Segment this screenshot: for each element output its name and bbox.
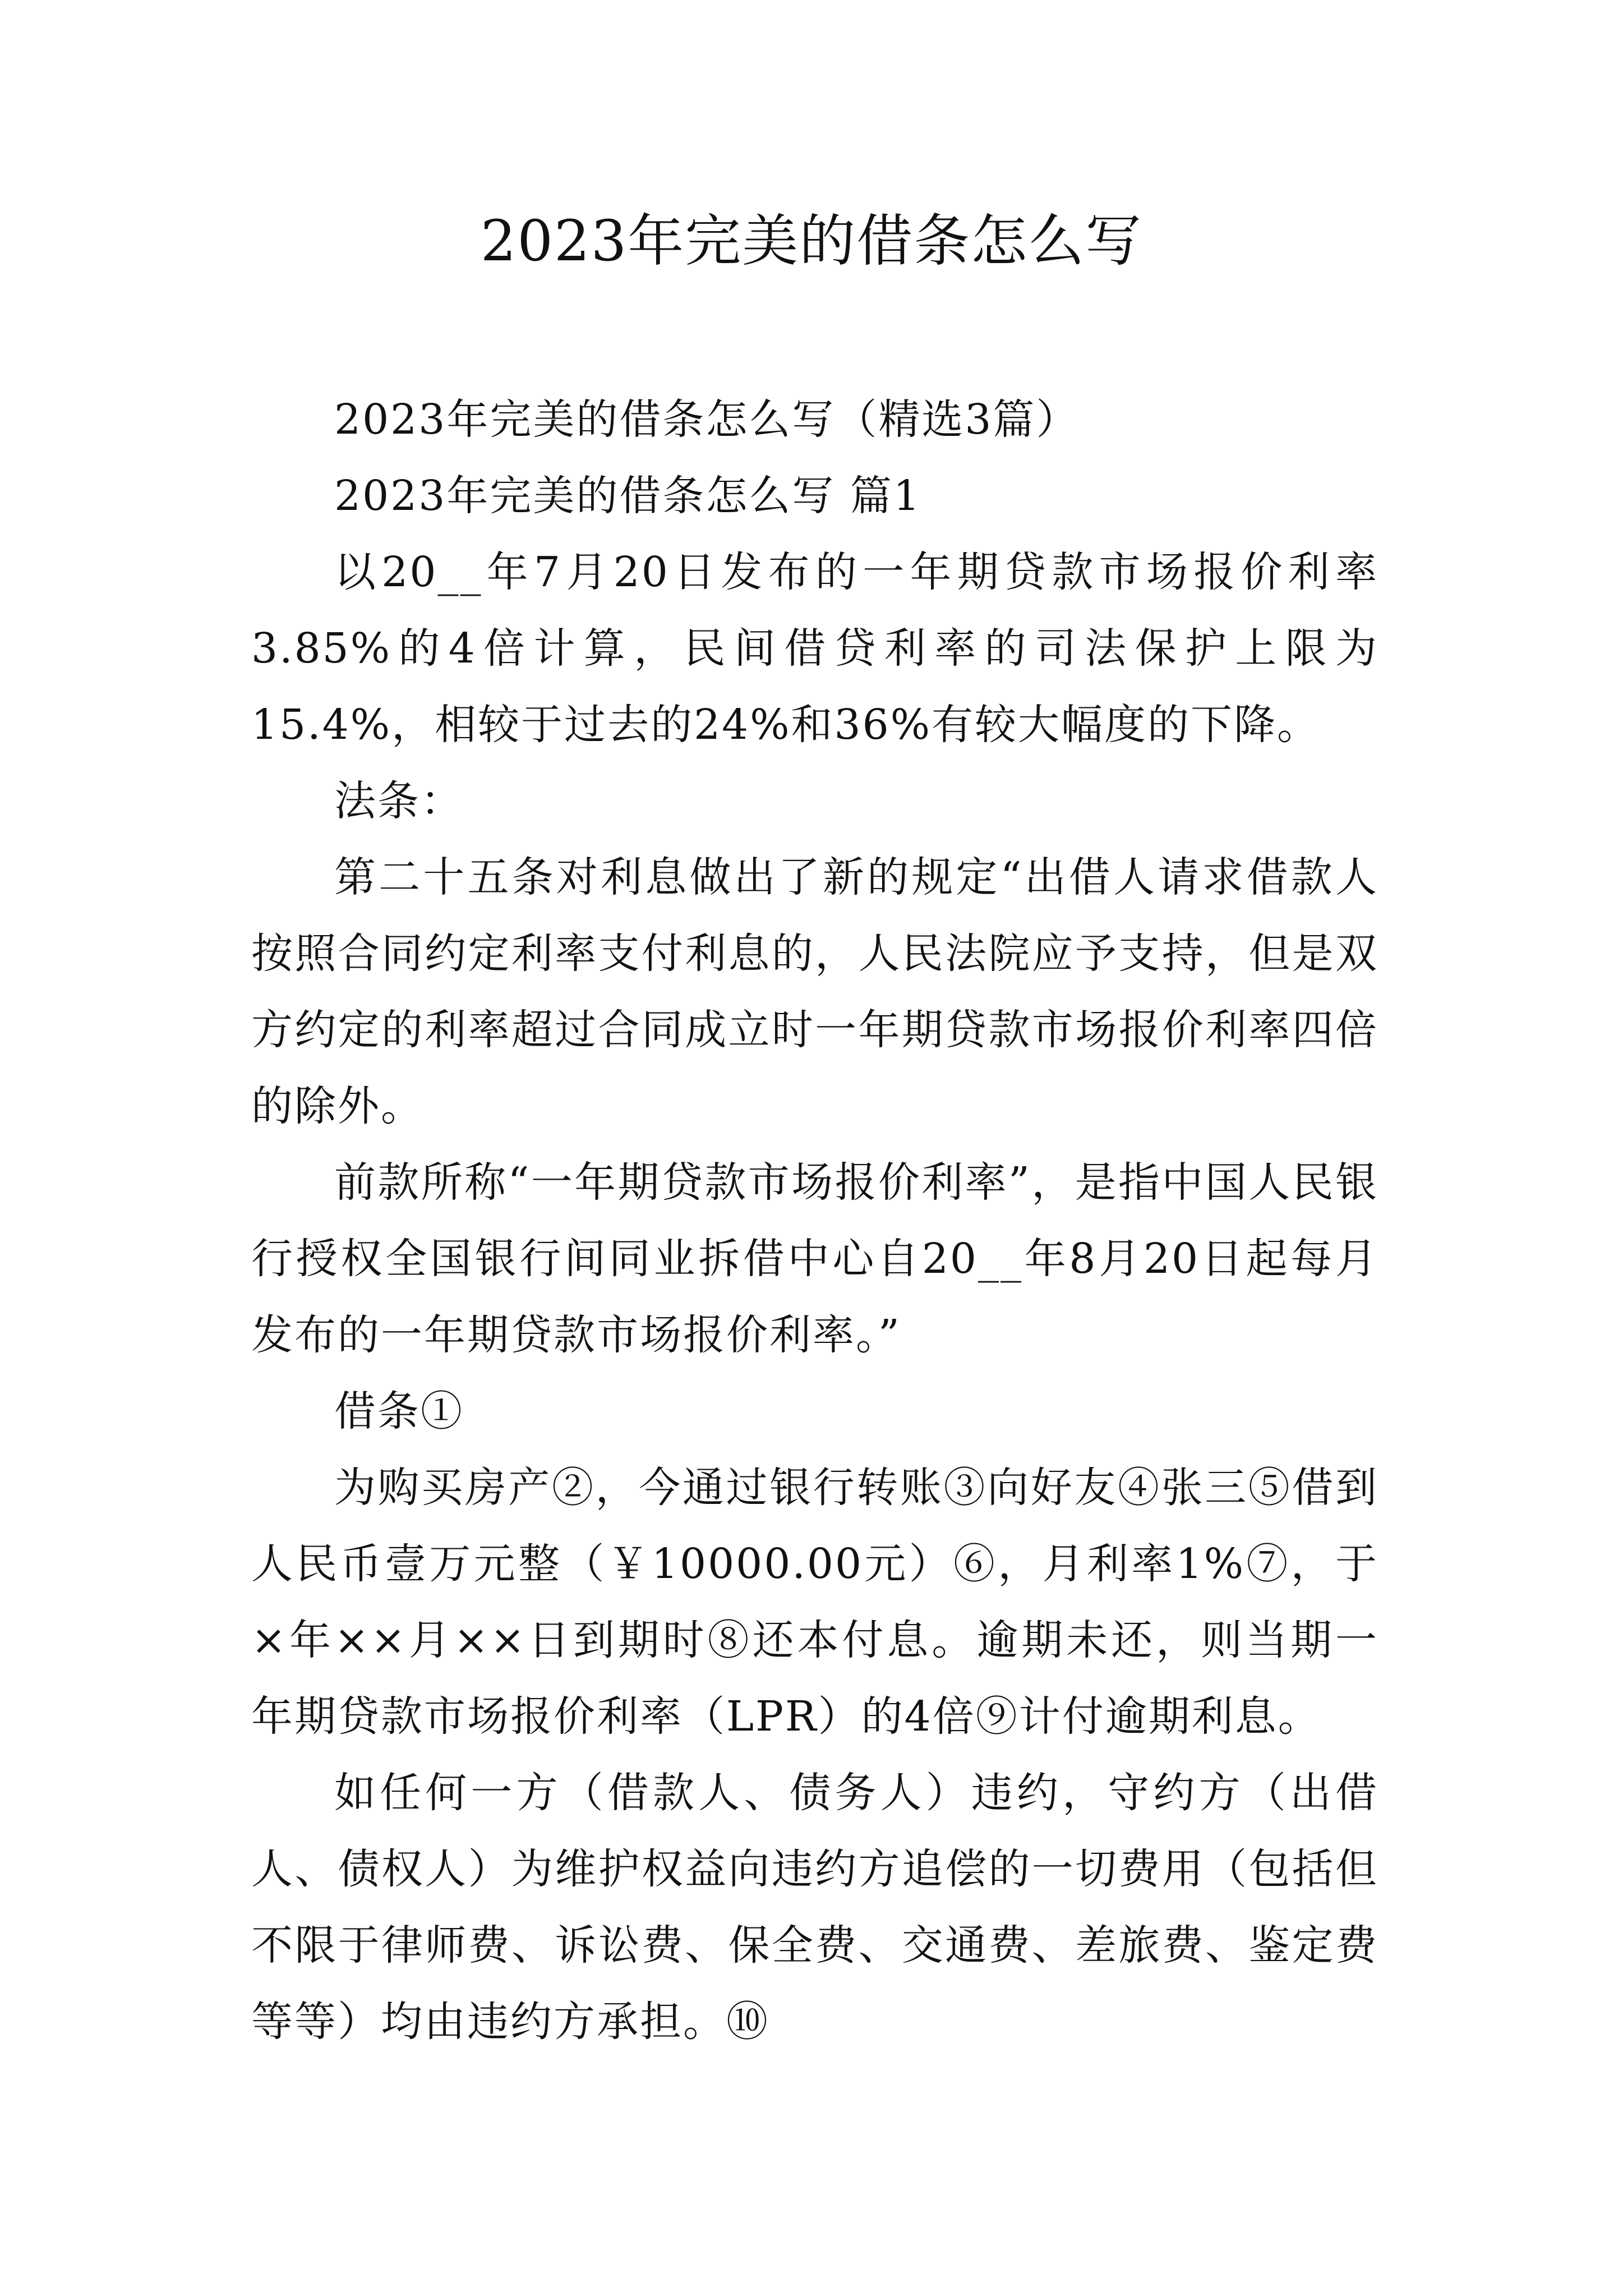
document-title: 2023年完美的借条怎么写 bbox=[480, 208, 1143, 274]
paragraph-lpr-definition: 前款所称“一年期贷款市场报价利率”，是指中国人民银行授权全国银行间同业拆借中心自20__年8月20日起每月发布的一年期贷款市场报价利率。” bbox=[251, 1158, 1378, 1359]
paragraph-law-label: 法条： bbox=[334, 777, 464, 825]
paragraph-interest-rate-intro: 以20__年7月20日发布的一年期贷款市场报价利率3.85%的4倍计算，民间借贷利率的司法保护上限为15.4%，相较于过去的24%和36%有较大幅度的下降。 bbox=[251, 548, 1378, 749]
paragraph-article-25: 第二十五条对利息做出了新的规定“出借人请求借款人按照合同约定利率支付利息的，人民法院应予支持，但是双方约定的利率超过合同成立时一年期贷款市场报价利率四倍的除外。 bbox=[251, 853, 1378, 1130]
document-body bbox=[251, 381, 1378, 2060]
paragraph-iou-label: 借条① bbox=[334, 1387, 464, 1435]
paragraph-subtitle: 2023年完美的借条怎么写（精选3篇） bbox=[334, 395, 1080, 444]
paragraph-breach-clause: 如任何一方（借款人、债务人）违约，守约方（出借人、债权人）为维护权益向违约方追偿的一切费用（包括但不限于律师费、诉讼费、保全费、交通费、差旅费、鉴定费等等）均由违约方承担。⑩ bbox=[251, 1769, 1378, 2046]
paragraph-section-heading: 2023年完美的借条怎么写 篇1 bbox=[334, 472, 921, 520]
paragraph-iou-body: 为购买房产②，今通过银行转账③向好友④张三⑤借到人民币壹万元整（￥10000.00元）⑥，月利率1%⑦，于×年××月××日到期时⑧还本付息。逾期未还，则当期一年期贷款市场报价利率（LPR）的4倍⑨计付逾期利息。 bbox=[251, 1464, 1378, 1741]
